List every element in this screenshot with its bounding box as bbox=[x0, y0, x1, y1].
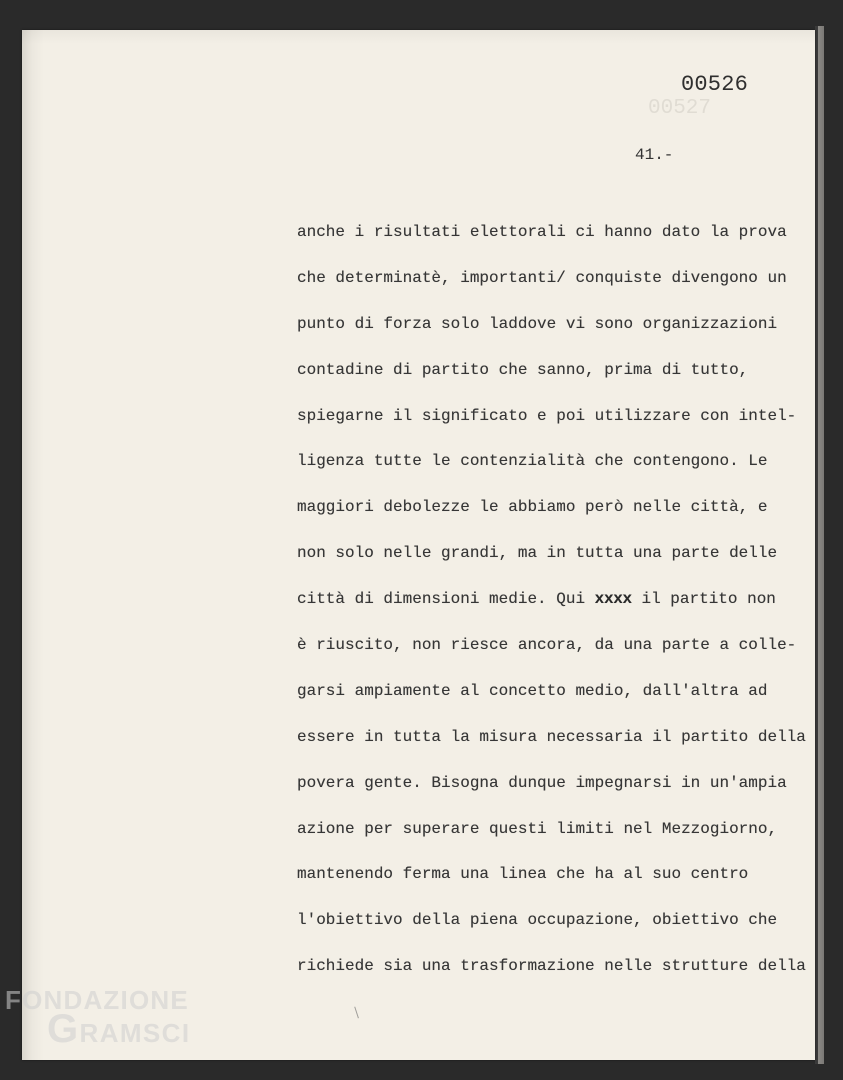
text-line-1: anche i risultati elettorali ci hanno dato la prova bbox=[297, 223, 787, 241]
bleed-through-number: 00527 bbox=[648, 97, 712, 120]
struck-out-text: xxxx bbox=[594, 590, 632, 609]
text-line-3: punto di forza solo laddove vi sono organizzazioni bbox=[297, 314, 778, 333]
watermark-line-1: FONDAZIONE bbox=[5, 985, 189, 1015]
text-line-6: ligenza tutte le contenzialità che contengono. Le bbox=[297, 452, 768, 471]
text-line-7: maggiori debolezze le abbiamo però nelle città, e bbox=[297, 498, 768, 517]
archive-page-number: 00526 bbox=[681, 72, 749, 97]
text-line-15: mantenendo ferma una linea che ha al suo centro bbox=[297, 865, 749, 884]
text-line-11: garsi ampiamente al concetto medio, dall'altra ad bbox=[297, 681, 768, 700]
text-line-9-start: città di dimensioni medie. Qui bbox=[297, 590, 595, 609]
watermark-line-2: GRAMSCI bbox=[47, 1007, 191, 1051]
text-line-2: che determinatè, importanti/ conquiste divengono un bbox=[297, 268, 787, 287]
text-line-9 bbox=[297, 577, 809, 623]
text-line-10: è riuscito, non riesce ancora, da una parte a colle- bbox=[297, 636, 797, 655]
text-line-17: richiede sia una trasformazione nelle strutture della bbox=[297, 957, 806, 976]
text-line-9-end: il partito non bbox=[631, 590, 776, 609]
text-line-12: essere in tutta la misura necessaria il partito della bbox=[297, 727, 806, 746]
watermark-logo bbox=[5, 985, 215, 1051]
adjacent-sheet-edge bbox=[815, 26, 824, 1064]
text-line-8: non solo nelle grandi, ma in tutta una parte delle bbox=[297, 544, 778, 563]
text-line-16: l'obiettivo della piena occupazione, obiettivo che bbox=[297, 911, 778, 930]
typed-text-block bbox=[297, 210, 809, 990]
text-line-5: spiegarne il significato e poi utilizzare con intel- bbox=[297, 406, 797, 425]
page-number: 41.- bbox=[635, 146, 674, 164]
text-line-14: azione per superare questi limiti nel Mezzogiorno, bbox=[297, 819, 778, 838]
text-line-4: contadine di partito che sanno, prima di tutto, bbox=[297, 360, 749, 379]
text-line-13: povera gente. Bisogna dunque impegnarsi in un'ampia bbox=[297, 773, 787, 792]
